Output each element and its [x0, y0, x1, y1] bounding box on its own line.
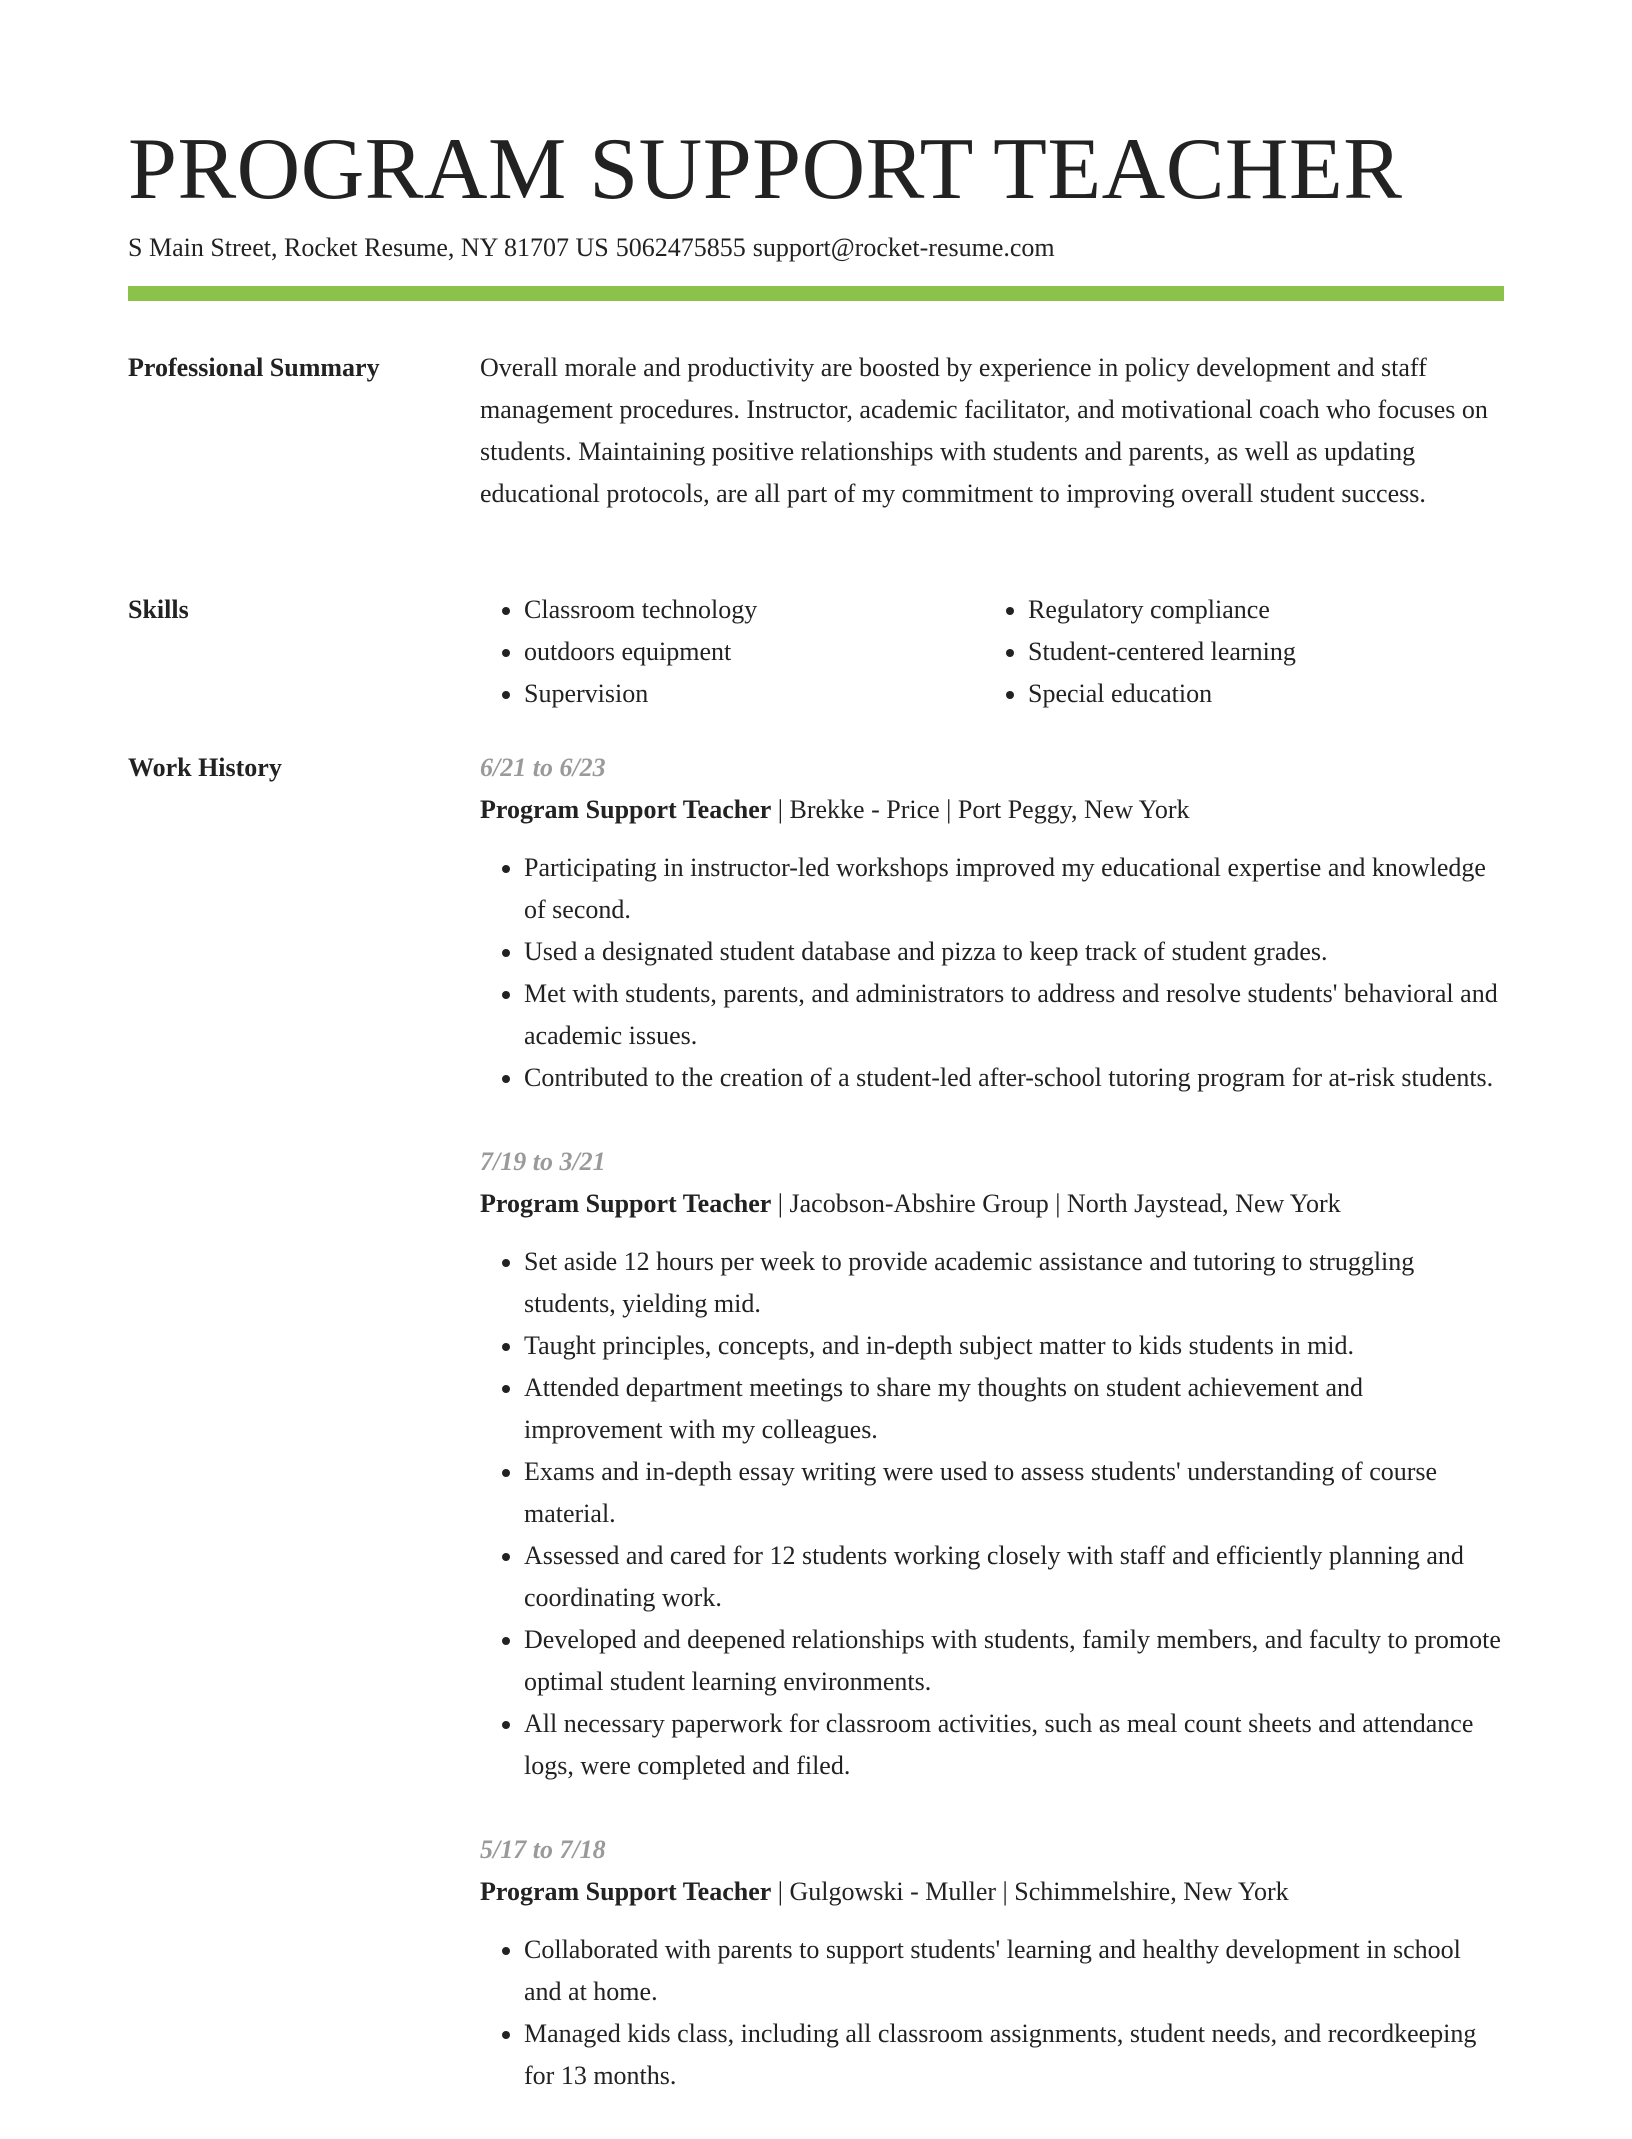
job-title-line: [480, 1871, 1504, 1913]
job-entry: [480, 747, 1504, 1099]
job-bullet: • Attended department meetings to share my thoughts on student achievement and improvement with my colleagues.: [524, 1367, 1504, 1451]
job-title-line: [480, 1183, 1504, 1225]
contact-email: support@rocket-resume.com: [752, 233, 1055, 262]
skill-item: • Student-centered learning: [1028, 631, 1488, 673]
job-employer-location: | Gulgowski - Muller | Schimmelshire, New York: [771, 1877, 1289, 1906]
job-dates: 7/19 to 3/21: [480, 1147, 606, 1176]
skill-item: • Classroom technology: [524, 589, 984, 631]
job-bullet: • Set aside 12 hours per week to provide academic assistance and tutoring to struggling students, yielding mid.: [524, 1241, 1504, 1325]
job-title: Program Support Teacher: [480, 1189, 772, 1218]
section-heading-summary: Professional Summary: [128, 353, 380, 382]
skill-item: • Special education: [1028, 673, 1488, 715]
job-bullet: • Met with students, parents, and administrators to address and resolve students' behavioral and academic issues.: [524, 973, 1504, 1057]
job-employer-location: | Brekke - Price | Port Peggy, New York: [771, 795, 1190, 824]
job-title: Program Support Teacher: [480, 795, 772, 824]
job-bullet: • Collaborated with parents to support students' learning and healthy development in school and at home.: [524, 1929, 1504, 2013]
skills-list: [480, 589, 1504, 715]
skills-column-1: [480, 589, 984, 715]
header-divider: [128, 286, 1504, 301]
job-bullets: [480, 847, 1504, 1099]
job-bullet: • Participating in instructor-led workshops improved my educational expertise and knowledge of second.: [524, 847, 1504, 931]
job-bullet: • Assessed and cared for 12 students working closely with staff and efficiently planning and coordinating work.: [524, 1535, 1504, 1619]
job-bullet: • Exams and in-depth essay writing were used to assess students' understanding of course material.: [524, 1451, 1504, 1535]
contact-phone: 5062475855: [615, 233, 746, 262]
skill-item: • Supervision: [524, 673, 984, 715]
job-bullet: • Developed and deepened relationships with students, family members, and faculty to promote optimal student learning environments.: [524, 1619, 1504, 1703]
job-bullet: • Used a designated student database and pizza to keep track of student grades.: [524, 931, 1504, 973]
job-bullets: [480, 1241, 1504, 1787]
job-entry: [480, 1141, 1504, 1787]
contact-address: S Main Street, Rocket Resume, NY 81707 US: [128, 233, 609, 262]
skills-column-2: [984, 589, 1488, 715]
job-dates: 5/17 to 7/18: [480, 1835, 606, 1864]
summary-text: Overall morale and productivity are boosted by experience in policy development and staff management procedures. Instructor, academic facilitator, and motivational coach who focuses on students. Maintaining positive relationships with students and parents, as well as updating educational protocols, are all part of my commitment to improving overall student success.: [480, 353, 1488, 508]
skill-item: • Regulatory compliance: [1028, 589, 1488, 631]
job-dates: 6/21 to 6/23: [480, 753, 606, 782]
job-bullet: • Managed kids class, including all classroom assignments, student needs, and recordkeeping for 13 months.: [524, 2013, 1504, 2097]
job-bullet: • Taught principles, concepts, and in-depth subject matter to kids students in mid.: [524, 1325, 1504, 1367]
contact-line: [128, 230, 1055, 266]
job-entry: [480, 1829, 1504, 2097]
section-heading-skills: Skills: [128, 595, 189, 624]
job-bullet: • Contributed to the creation of a student-led after-school tutoring program for at-risk students.: [524, 1057, 1504, 1099]
section-heading-work: Work History: [128, 753, 282, 782]
job-bullets: [480, 1929, 1504, 2097]
skill-item: • outdoors equipment: [524, 631, 984, 673]
job-bullet: • All necessary paperwork for classroom activities, such as meal count sheets and attendance logs, were completed and filed.: [524, 1703, 1504, 1787]
job-title: Program Support Teacher: [480, 1877, 772, 1906]
work-history-list: [480, 747, 1504, 2139]
job-title-line: [480, 789, 1504, 831]
resume-name: PROGRAM SUPPORT TEACHER: [128, 121, 1403, 218]
job-employer-location: | Jacobson-Abshire Group | North Jaystead, New York: [771, 1189, 1341, 1218]
